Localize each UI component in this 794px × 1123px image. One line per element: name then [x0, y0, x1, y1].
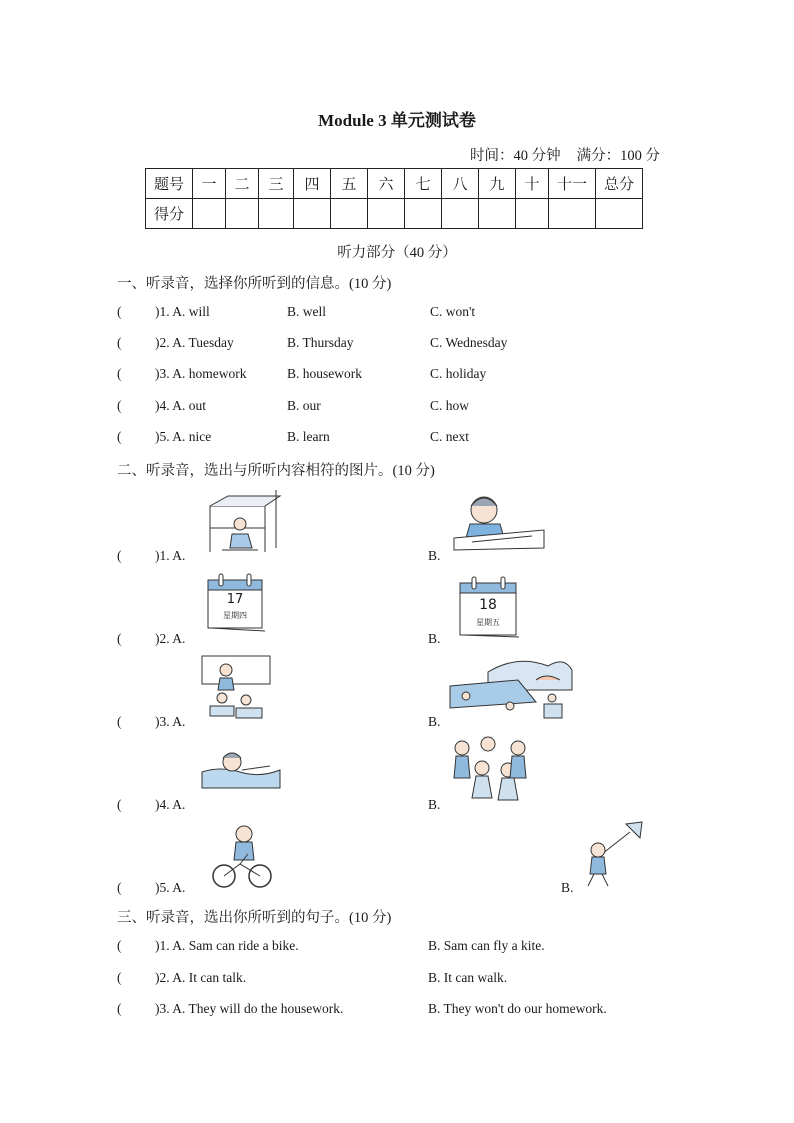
score-cell[interactable]	[259, 199, 294, 229]
answer-blank[interactable]: (	[117, 714, 122, 729]
header-cell: 十	[516, 169, 549, 199]
calendar-day: 17	[226, 592, 244, 607]
header-cell: 四	[294, 169, 331, 199]
header-cell: 九	[479, 169, 516, 199]
question-option-b: B.	[428, 548, 441, 563]
score-table	[145, 168, 643, 229]
score-row-label: 得分	[146, 199, 193, 229]
answer-blank[interactable]: (	[117, 938, 122, 953]
calendar-b-picture[interactable]	[457, 575, 519, 637]
question-option-b: B. our	[287, 398, 321, 413]
answer-blank[interactable]: (	[117, 797, 122, 812]
question-option-b: B. learn	[287, 429, 330, 444]
question-option-a: )5. A.	[155, 880, 186, 895]
header-cell: 七	[405, 169, 442, 199]
answer-blank[interactable]: (	[117, 548, 122, 563]
score-cell[interactable]	[596, 199, 643, 229]
question-option-b: B. well	[287, 304, 326, 319]
question-option-a: )2. A.	[155, 631, 186, 646]
question-option-b: B. Sam can fly a kite.	[428, 938, 545, 953]
header-cell: 六	[368, 169, 405, 199]
section-1-heading: 一、听录音，选择你所听到的信息。(10 分)	[117, 276, 392, 292]
question-option-a: )5. A. nice	[155, 429, 212, 444]
question-row	[117, 335, 234, 351]
score-table-header-row	[146, 169, 643, 199]
header-cell: 二	[226, 169, 259, 199]
score-cell[interactable]	[549, 199, 596, 229]
time-limit: 时间：40 分钟	[470, 148, 561, 164]
question-row	[117, 398, 206, 414]
children-playing-picture[interactable]	[448, 734, 532, 808]
section-2-heading: 二、听录音，选出与所听内容相符的图片。(10 分)	[117, 463, 435, 479]
question-option-b: B. Thursday	[287, 335, 354, 350]
question-row	[117, 880, 185, 896]
question-option-a: )2. A. Tuesday	[155, 335, 234, 350]
header-cell: 八	[442, 169, 479, 199]
question-option-a: )1. A. will	[155, 304, 210, 319]
score-cell[interactable]	[405, 199, 442, 229]
question-row	[117, 304, 210, 320]
calendar-weekday: 星期五	[476, 618, 500, 627]
question-option-c: C. holiday	[430, 366, 487, 381]
question-option-a: )1. A.	[155, 548, 186, 563]
question-option-c: C. Wednesday	[430, 335, 508, 350]
header-cell: 题号	[146, 169, 193, 199]
section-3-heading: 三、听录音，选出你所听到的句子。(10 分)	[117, 910, 392, 926]
question-option-b: B. housework	[287, 366, 362, 381]
score-cell[interactable]	[442, 199, 479, 229]
question-option-b: B.	[428, 714, 441, 729]
answer-blank[interactable]: (	[117, 970, 122, 985]
header-cell: 总分	[596, 169, 643, 199]
question-option-a: )2. A. It can talk.	[155, 970, 247, 985]
question-row	[117, 366, 247, 382]
question-option-a: )4. A. out	[155, 398, 207, 413]
exam-meta	[470, 144, 660, 165]
calendar-a-picture[interactable]	[205, 572, 265, 630]
answer-blank[interactable]: (	[117, 880, 122, 895]
answer-blank[interactable]: (	[117, 366, 122, 381]
boy-swimming-picture[interactable]	[200, 748, 282, 794]
answer-blank[interactable]: (	[117, 335, 122, 350]
question-option-a: )1. A. Sam can ride a bike.	[155, 938, 299, 953]
question-option-b: B. It can walk.	[428, 970, 508, 985]
question-option-b: B.	[561, 880, 574, 895]
answer-blank[interactable]: (	[117, 429, 122, 444]
question-option-c: C. won't	[430, 304, 476, 319]
score-table-score-row	[146, 199, 643, 229]
answer-blank[interactable]: (	[117, 398, 122, 413]
header-cell: 十一	[549, 169, 596, 199]
score-cell[interactable]	[516, 199, 549, 229]
question-option-b: B.	[428, 797, 441, 812]
question-option-c: C. next	[430, 429, 469, 444]
question-row	[117, 548, 185, 564]
boy-at-desk-picture[interactable]	[452, 488, 546, 552]
question-option-a: )3. A. homework	[155, 366, 247, 381]
calendar-day: 18	[479, 597, 497, 613]
question-row	[117, 970, 246, 986]
boy-flying-kite-picture[interactable]	[580, 820, 646, 892]
question-row	[117, 714, 185, 730]
question-row	[117, 1001, 343, 1017]
page-title: Module 3 单元测试卷	[318, 111, 476, 130]
header-cell: 三	[259, 169, 294, 199]
question-option-a: )4. A.	[155, 797, 186, 812]
question-row	[117, 938, 299, 954]
beach-picture[interactable]	[448, 650, 574, 726]
full-score: 满分：100 分	[576, 148, 660, 164]
child-under-bed-picture[interactable]	[200, 488, 282, 558]
question-option-b: B. They won't do our homework.	[428, 1001, 607, 1016]
header-cell: 五	[331, 169, 368, 199]
header-cell: 一	[193, 169, 226, 199]
answer-blank[interactable]: (	[117, 631, 122, 646]
question-row	[117, 429, 211, 445]
question-row	[117, 631, 185, 647]
question-option-b: B.	[428, 631, 441, 646]
question-option-a: )3. A. They will do the housework.	[155, 1001, 344, 1016]
question-option-c: C. how	[430, 398, 470, 413]
question-row	[117, 797, 185, 813]
score-cell[interactable]	[294, 199, 331, 229]
score-cell[interactable]	[331, 199, 368, 229]
listening-heading: 听力部分（40 分）	[337, 245, 457, 261]
calendar-weekday: 星期四	[223, 611, 247, 620]
boy-riding-bike-picture[interactable]	[210, 824, 274, 890]
answer-blank[interactable]: (	[117, 1001, 122, 1016]
score-cell[interactable]	[226, 199, 259, 229]
score-cell[interactable]	[479, 199, 516, 229]
answer-blank[interactable]: (	[117, 304, 122, 319]
question-option-a: )3. A.	[155, 714, 186, 729]
classroom-picture[interactable]	[198, 654, 274, 724]
score-cell[interactable]	[193, 199, 226, 229]
score-cell[interactable]	[368, 199, 405, 229]
